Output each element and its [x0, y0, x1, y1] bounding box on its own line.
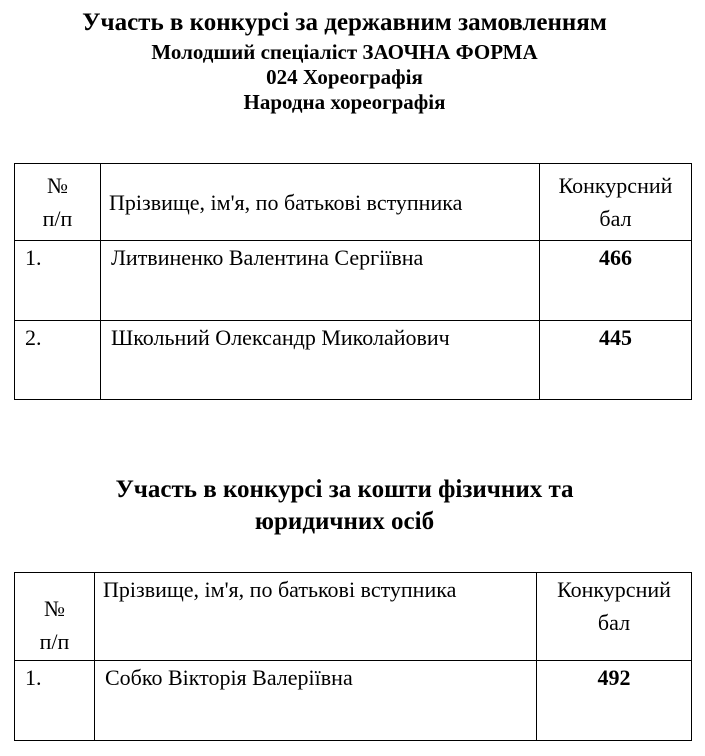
header-score-line2: бал: [599, 206, 632, 231]
header-number-symbol: №: [47, 173, 68, 198]
table-row: [15, 321, 692, 400]
header-score: [540, 164, 692, 241]
section2-title-line2: юридичних осіб: [254, 508, 435, 535]
table-header-row: [15, 164, 692, 241]
row-number: 1.: [15, 661, 95, 741]
row-number: 2.: [15, 321, 101, 400]
table-row: [15, 661, 692, 741]
header-number-abbr: п/п: [42, 206, 73, 231]
header-number-abbr: п/п: [39, 629, 70, 654]
header-score-line2: бал: [597, 610, 631, 635]
applicant-score: 492: [537, 661, 692, 741]
header-number: [15, 164, 101, 241]
header-number: [15, 573, 95, 661]
applicant-score: 445: [540, 321, 692, 400]
paid-applicants-table: [14, 572, 692, 741]
applicant-score: 466: [540, 241, 692, 321]
applicant-name: Школьний Олександр Миколайович: [101, 321, 540, 400]
header-full-name: Прізвище, ім'я, по батькові вступника: [101, 164, 540, 241]
section1-subtitle-level: Молодший спеціаліст ЗАОЧНА ФОРМА: [151, 40, 538, 64]
row-number: 1.: [15, 241, 101, 321]
table-row: [15, 241, 692, 321]
header-number-symbol: №: [44, 596, 65, 621]
section1-subtitle-program: Народна хореографія: [243, 90, 446, 114]
applicant-name: Собко Вікторія Валеріївна: [95, 661, 537, 741]
section1-subtitle-specialty: 024 Хореографія: [266, 65, 423, 89]
header-score-line1: Конкурсний: [557, 577, 671, 602]
state-order-applicants-table: [14, 163, 692, 400]
table-header-row: [15, 573, 692, 661]
header-full-name: Прізвище, ім'я, по батькові вступника: [95, 573, 537, 661]
section1-title: Участь в конкурсі за державним замовленням: [82, 9, 607, 36]
header-score-line1: Конкурсний: [558, 173, 673, 198]
header-score: [537, 573, 692, 661]
applicant-name: Литвиненко Валентина Сергіївна: [101, 241, 540, 321]
section2-title-line1: Участь в конкурсі за кошти фізичних та: [115, 476, 574, 503]
